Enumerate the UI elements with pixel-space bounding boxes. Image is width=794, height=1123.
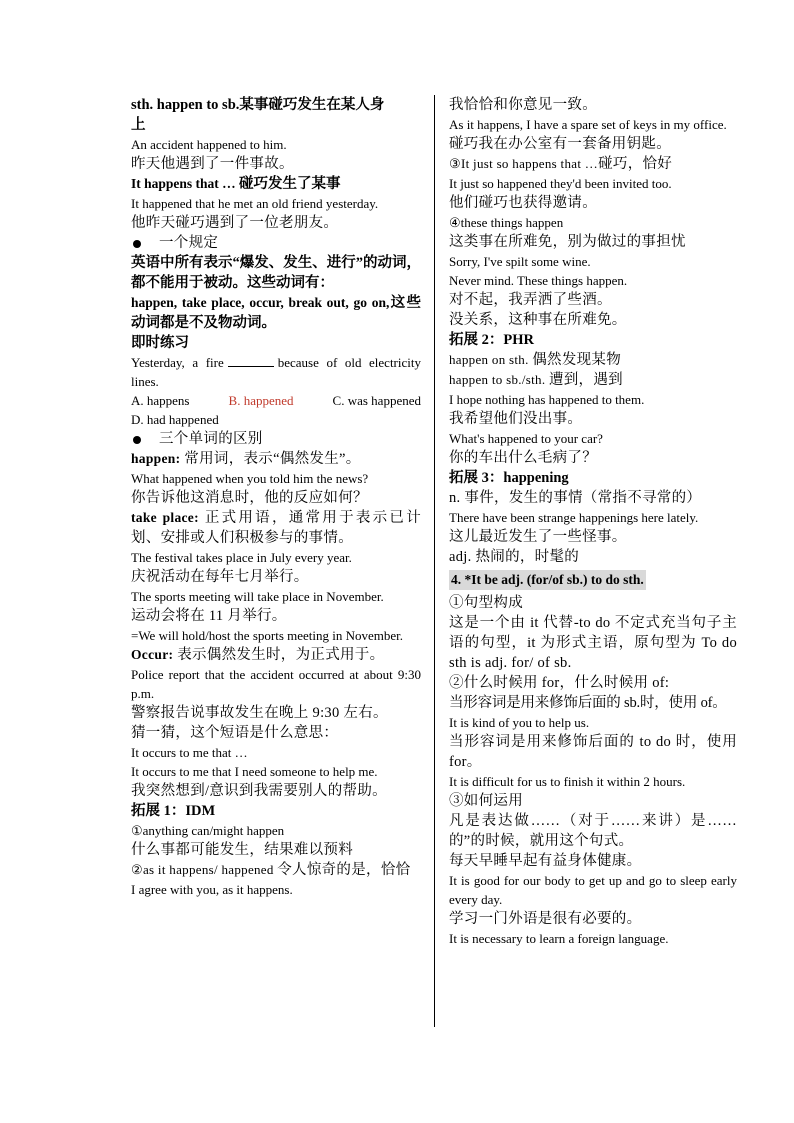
heading-it-happens — [131, 174, 421, 194]
phrase: happen to sb./sth. — [449, 372, 549, 387]
example-en: It is good for our body to get up and go to sleep early every day. — [449, 873, 737, 907]
option-d: D. had happened — [131, 412, 219, 427]
phrasal-happen-on — [449, 350, 737, 370]
verb-note: 这些动词都是不及物动词。 — [131, 295, 422, 331]
subheading: ②什么时候用 for，什么时候用 of: — [449, 675, 670, 691]
phrase: It happens that … — [131, 176, 240, 191]
example-en: What happened when you told him the news? — [131, 471, 369, 486]
idiom: ④these things happen — [449, 215, 564, 230]
rule-verbs — [131, 293, 421, 333]
example-en: It happened that he met an old friend yesterday. — [131, 196, 379, 211]
idiom-meaning: 令人惊奇的是，恰恰 — [277, 862, 411, 878]
phrase: happen on sth. — [449, 352, 533, 367]
example-zh: 每天早睡早起有益身体健康。 — [449, 853, 642, 869]
example-zh: 学习一门外语是很有必要的。 — [449, 911, 642, 927]
example-en: It is kind of you to help us. — [449, 715, 590, 730]
example-zh: 他们碰巧也获得邀请。 — [449, 195, 597, 211]
adj-meaning: adj. 热闹的，时髦的 — [449, 549, 580, 565]
example-en: Sorry, I've spilt some wine. — [449, 254, 591, 269]
phrase-meaning: 碰巧发生了某事 — [239, 176, 341, 192]
left-column — [131, 95, 421, 899]
bullet-icon — [133, 240, 141, 248]
example-zh: 我突然想到/意识到我需要别人的帮助。 — [131, 783, 387, 799]
term: take place: — [131, 510, 199, 525]
idiom-meaning: 碰巧，恰好 — [598, 156, 673, 172]
example-zh: 他昨天碰巧遇到了一位老朋友。 — [131, 215, 339, 231]
example-en: The sports meeting will take place in November. — [131, 589, 384, 604]
example-en: An accident happened to him. — [131, 137, 287, 152]
exercise-options — [131, 391, 421, 410]
def-occur — [131, 645, 421, 665]
term: Occur: — [131, 647, 174, 662]
phrase: sth. happen to sb. — [131, 97, 240, 113]
example-en: What's happened to your car? — [449, 431, 603, 446]
answer-blank — [228, 353, 274, 367]
example-en: I hope nothing has happened to them. — [449, 392, 645, 407]
extension-2-heading: 拓展 2：PHR — [449, 332, 534, 348]
right-column — [449, 95, 737, 948]
rule-heading — [131, 233, 421, 253]
option-c: C. was happened — [332, 393, 421, 408]
section-4-heading — [449, 570, 737, 590]
example-en: It occurs to me that … — [131, 745, 248, 760]
example-zh: 你告诉他这消息时，他的反应如何？ — [131, 490, 368, 506]
example-zh: 我恰恰和你意见一致。 — [449, 97, 597, 113]
subheading: ①句型构成 — [449, 595, 523, 611]
phrase-meaning-cont: 上 — [131, 117, 146, 133]
example-en: Never mind. These things happen. — [449, 273, 628, 288]
idiom: ②as it happens/ happened — [131, 862, 278, 877]
def-take-place — [131, 508, 421, 548]
example-zh: 没关系，这种事在所难免。 — [449, 312, 627, 328]
phrase-meaning: 偶然发现某物 — [532, 352, 622, 368]
compare-heading — [131, 429, 421, 449]
example-zh: 你的车出什么毛病了？ — [449, 450, 597, 466]
example-zh: 这儿最近发生了一些怪事。 — [449, 529, 627, 545]
verb-list: happen, take place, occur, break out, go on, — [131, 295, 390, 310]
example-zh: 对不起，我弄洒了些酒。 — [449, 292, 612, 308]
definition: 常用词，表示“偶然发生”。 — [180, 451, 361, 467]
phrase-meaning: 遭到，遇到 — [548, 372, 623, 388]
definition: 正式用语，通常用于表示已计划、安排或人们积极参与的事情。 — [131, 510, 421, 546]
explanation: 当形容词是用来修饰后面的 sb.时，使用 of。 — [449, 695, 727, 711]
example-zh: 庆祝活动在每年七月举行。 — [131, 569, 309, 585]
rule-text: 英语中所有表示“爆发、发生、进行”的动词，都不能用于被动。这些动词有： — [131, 255, 421, 291]
phrasal-happen-to — [449, 370, 737, 390]
idiom-meaning: 这类事在所难免，别为做过的事担忧 — [449, 234, 686, 250]
idiom: ①anything can/might happen — [131, 823, 285, 838]
example-zh: 警察报告说事故发生在晚上 9:30 左右。 — [131, 705, 388, 721]
example-zh: 我希望他们没出事。 — [449, 411, 583, 427]
idiom: ③It just so happens that … — [449, 156, 599, 171]
example-en: It is difficult for us to finish it within 2 hours. — [449, 774, 686, 789]
column-divider — [434, 95, 435, 1027]
example-en: The festival takes place in July every year. — [131, 550, 352, 565]
exercise-question — [131, 353, 421, 391]
explanation: 这是一个由 it 代替-to do 不定式充当句子主语的句型，it 为形式主语，原句型为 To do sth is adj. for/ of sb. — [449, 615, 737, 671]
subheading: ③如何运用 — [449, 793, 523, 809]
phrase-meaning: 某事碰巧发生在某人身 — [239, 97, 385, 113]
example-en: It is necessary to learn a foreign language. — [449, 931, 669, 946]
extension-1-heading: 拓展 1：IDM — [131, 803, 216, 819]
explanation: 凡是表达做……（对于……来讲）是……的”的时候，就用这个句式。 — [449, 813, 737, 849]
definition: 表示偶然发生时，为正式用于。 — [173, 647, 385, 663]
idiom-as-it-happens — [131, 860, 421, 880]
question-part: because of old electricity lines. — [131, 355, 421, 389]
example-en: =We will hold/host the sports meeting in November. — [131, 628, 404, 643]
def-happen — [131, 449, 421, 469]
option-a: A. happens — [131, 393, 190, 408]
term: happen: — [131, 451, 181, 466]
compare-title: 三个单词的区别 — [159, 431, 263, 447]
rule-title: 一个规定 — [159, 235, 219, 251]
exercise-heading: 即时练习 — [131, 335, 189, 351]
idiom-just-so — [449, 154, 737, 174]
example-en: Police report that the accident occurred at about 9:30 p.m. — [131, 667, 421, 701]
heading-happen-to — [131, 95, 421, 115]
example-en: I agree with you, as it happens. — [131, 882, 293, 897]
idiom-meaning: 什么事都可能发生，结果难以预料 — [131, 842, 353, 858]
noun-meaning: n. 事件，发生的事情（常指不寻常的） — [449, 490, 702, 506]
example-en: As it happens, I have a spare set of keys in my office. — [449, 117, 727, 132]
extension-3-heading: 拓展 3：happening — [449, 470, 569, 486]
example-en: It just so happened they'd been invited too. — [449, 176, 672, 191]
bullet-icon — [133, 436, 141, 444]
section-title: 4. *It be adj. (for/of sb.) to do sth. — [449, 570, 646, 590]
question-part: Yesterday, a fire — [131, 355, 224, 370]
option-b-answer: B. happened — [228, 393, 294, 408]
example-en: There have been strange happenings here lately. — [449, 510, 699, 525]
guess-prompt: 猜一猜，这个短语是什么意思： — [131, 725, 339, 741]
example-zh: 运动会将在 11 月举行。 — [131, 608, 287, 624]
example-zh: 昨天他遇到了一件事故。 — [131, 156, 294, 172]
example-en: It occurs to me that I need someone to help me. — [131, 764, 378, 779]
example-zh: 碰巧我在办公室有一套备用钥匙。 — [449, 136, 671, 152]
explanation: 当形容词是用来修饰后面的 to do 时，使用 for。 — [449, 734, 737, 770]
